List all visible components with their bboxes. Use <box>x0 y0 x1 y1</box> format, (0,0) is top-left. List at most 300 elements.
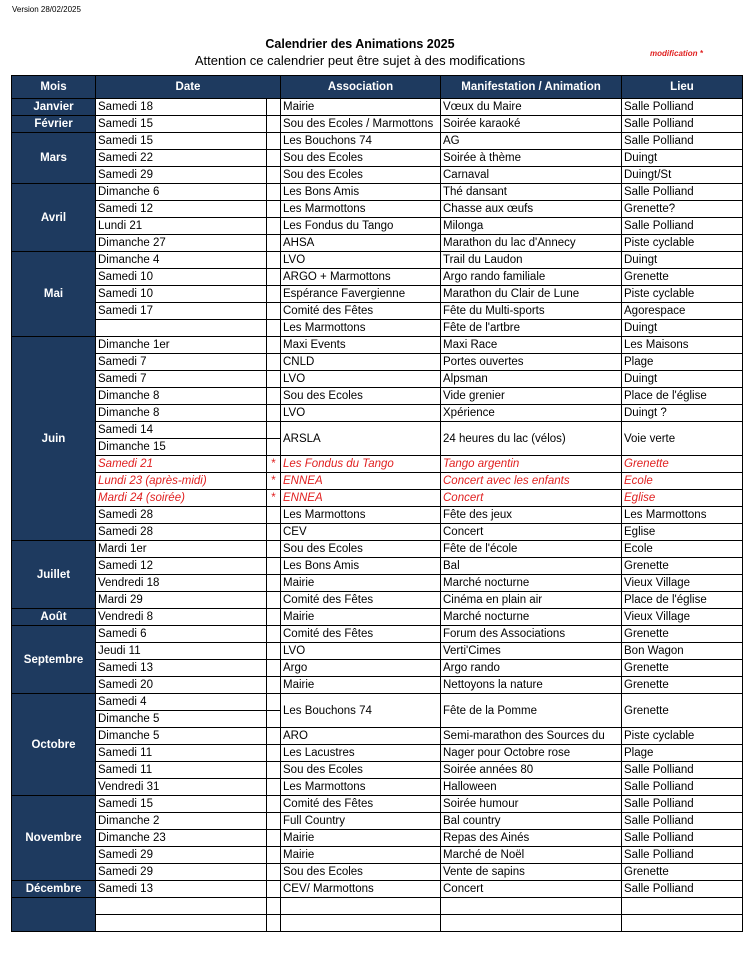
page-title: Calendrier des Animations 2025 <box>265 37 455 51</box>
lieu-cell: Salle Polliand <box>622 796 743 813</box>
modification-mark <box>267 711 281 728</box>
table-row <box>12 320 743 337</box>
manifestation-cell: Marché de Noël <box>441 847 622 864</box>
date-cell: Vendredi 8 <box>96 609 267 626</box>
header-association: Association <box>281 76 441 99</box>
association-cell: Les Bons Amis <box>281 558 441 575</box>
table-row <box>12 303 743 320</box>
modification-mark <box>267 167 281 184</box>
manifestation-cell: Vide grenier <box>441 388 622 405</box>
lieu-cell: Salle Polliand <box>622 99 743 116</box>
association-cell: Mairie <box>281 677 441 694</box>
modification-mark: * <box>267 473 281 490</box>
table-row <box>12 116 743 133</box>
association-cell: ENNEA <box>281 473 441 490</box>
manifestation-cell: Fête de l'artbre <box>441 320 622 337</box>
date-cell: Samedi 29 <box>96 167 267 184</box>
modification-mark <box>267 677 281 694</box>
manifestation-cell: 24 heures du lac (vélos) <box>441 422 622 456</box>
date-cell: Samedi 7 <box>96 371 267 388</box>
manifestation-cell: Soirée humour <box>441 796 622 813</box>
table-row <box>12 694 743 711</box>
association-cell: Mairie <box>281 575 441 592</box>
lieu-cell: Duingt <box>622 320 743 337</box>
modification-mark <box>267 898 281 915</box>
lieu-cell: Grenette <box>622 677 743 694</box>
table-row <box>12 490 743 507</box>
modification-mark: * <box>267 490 281 507</box>
manifestation-cell: AG <box>441 133 622 150</box>
association-cell: Les Marmottons <box>281 779 441 796</box>
association-cell: Comité des Fêtes <box>281 796 441 813</box>
association-cell: Argo <box>281 660 441 677</box>
lieu-cell: Grenette <box>622 626 743 643</box>
manifestation-cell: Soirée à thème <box>441 150 622 167</box>
month-cell: Septembre <box>12 626 96 694</box>
lieu-cell: Eglise <box>622 524 743 541</box>
modification-mark <box>267 813 281 830</box>
date-cell: Samedi 29 <box>96 847 267 864</box>
manifestation-cell: Argo rando <box>441 660 622 677</box>
manifestation-cell: Nager pour Octobre rose <box>441 745 622 762</box>
modification-mark <box>267 116 281 133</box>
lieu-cell <box>622 898 743 915</box>
table-row <box>12 881 743 898</box>
association-cell: Mairie <box>281 99 441 116</box>
date-cell: Samedi 12 <box>96 201 267 218</box>
page-subtitle: Attention ce calendrier peut être sujet à des modifications <box>194 53 526 68</box>
association-cell: LVO <box>281 643 441 660</box>
manifestation-cell: Argo rando familiale <box>441 269 622 286</box>
modification-mark <box>267 99 281 116</box>
lieu-cell: Salle Polliand <box>622 184 743 201</box>
table-row <box>12 371 743 388</box>
header-date: Date <box>96 76 281 99</box>
table-row <box>12 660 743 677</box>
modification-mark <box>267 626 281 643</box>
month-cell: Novembre <box>12 796 96 881</box>
lieu-cell: Vieux Village <box>622 575 743 592</box>
lieu-cell: Grenette <box>622 660 743 677</box>
modification-mark <box>267 592 281 609</box>
lieu-cell: Salle Polliand <box>622 133 743 150</box>
date-cell: Samedi 28 <box>96 507 267 524</box>
table-row <box>12 626 743 643</box>
lieu-cell <box>622 915 743 932</box>
lieu-cell: Salle Polliand <box>622 830 743 847</box>
table-row <box>12 575 743 592</box>
lieu-cell: Salle Polliand <box>622 116 743 133</box>
modification-mark <box>267 269 281 286</box>
table-row <box>12 456 743 473</box>
association-cell: AHSA <box>281 235 441 252</box>
modification-mark <box>267 558 281 575</box>
table-row <box>12 592 743 609</box>
association-cell: Maxi Events <box>281 337 441 354</box>
table-row <box>12 269 743 286</box>
date-cell: Samedi 22 <box>96 150 267 167</box>
modification-mark <box>267 524 281 541</box>
association-cell: Sou des Ecoles <box>281 762 441 779</box>
date-cell: Dimanche 8 <box>96 405 267 422</box>
lieu-cell: Duingt <box>622 252 743 269</box>
header-mois: Mois <box>12 76 96 99</box>
lieu-cell: Salle Polliand <box>622 762 743 779</box>
date-cell: Samedi 6 <box>96 626 267 643</box>
table-row <box>12 677 743 694</box>
date-cell: Samedi 17 <box>96 303 267 320</box>
date-cell: Mardi 29 <box>96 592 267 609</box>
modification-mark <box>267 762 281 779</box>
table-row <box>12 286 743 303</box>
lieu-cell: Grenette <box>622 269 743 286</box>
manifestation-cell: Trail du Laudon <box>441 252 622 269</box>
date-cell: Dimanche 4 <box>96 252 267 269</box>
lieu-cell: Grenette? <box>622 201 743 218</box>
manifestation-cell: Marché nocturne <box>441 575 622 592</box>
lieu-cell: Piste cyclable <box>622 728 743 745</box>
manifestation-cell: Marathon du lac d'Annecy <box>441 235 622 252</box>
lieu-cell: Grenette <box>622 558 743 575</box>
date-cell: Samedi 21 <box>96 456 267 473</box>
lieu-cell: Plage <box>622 745 743 762</box>
table-row <box>12 779 743 796</box>
table-row <box>12 541 743 558</box>
modification-mark <box>267 150 281 167</box>
association-cell: CEV/ Marmottons <box>281 881 441 898</box>
lieu-cell: Salle Polliand <box>622 779 743 796</box>
association-cell: Sou des Ecoles <box>281 150 441 167</box>
modification-mark <box>267 405 281 422</box>
date-cell: Dimanche 15 <box>96 439 267 456</box>
association-cell: Mairie <box>281 830 441 847</box>
manifestation-cell: Marathon du Clair de Lune <box>441 286 622 303</box>
association-cell: Mairie <box>281 847 441 864</box>
modification-mark <box>267 830 281 847</box>
table-row <box>12 218 743 235</box>
association-cell: Full Country <box>281 813 441 830</box>
date-cell: Vendredi 31 <box>96 779 267 796</box>
month-cell: Février <box>12 116 96 133</box>
table-row <box>12 252 743 269</box>
manifestation-cell: Xpérience <box>441 405 622 422</box>
month-cell: Avril <box>12 184 96 252</box>
modification-mark <box>267 354 281 371</box>
date-cell: Samedi 4 <box>96 694 267 711</box>
modification-mark <box>267 439 281 456</box>
modification-mark <box>267 915 281 932</box>
lieu-cell: Grenette <box>622 864 743 881</box>
table-row <box>12 184 743 201</box>
association-cell: Sou des Ecoles / Marmottons <box>281 116 441 133</box>
manifestation-cell: Soirée karaoké <box>441 116 622 133</box>
date-cell: Dimanche 5 <box>96 728 267 745</box>
table-row <box>12 762 743 779</box>
month-cell: Octobre <box>12 694 96 796</box>
table-row <box>12 99 743 116</box>
lieu-cell: Ecole <box>622 473 743 490</box>
manifestation-cell: Cinéma en plain air <box>441 592 622 609</box>
manifestation-cell: Forum des Associations <box>441 626 622 643</box>
lieu-cell: Duingt <box>622 150 743 167</box>
modification-mark <box>267 252 281 269</box>
manifestation-cell: Concert <box>441 490 622 507</box>
lieu-cell: Eglise <box>622 490 743 507</box>
table-row <box>12 847 743 864</box>
modification-mark <box>267 643 281 660</box>
association-cell: ARGO + Marmottons <box>281 269 441 286</box>
manifestation-cell <box>441 898 622 915</box>
association-cell: ENNEA <box>281 490 441 507</box>
date-cell: Samedi 28 <box>96 524 267 541</box>
table-row <box>12 354 743 371</box>
date-cell: Samedi 10 <box>96 269 267 286</box>
date-cell: Samedi 15 <box>96 116 267 133</box>
date-cell: Lundi 21 <box>96 218 267 235</box>
date-cell: Dimanche 2 <box>96 813 267 830</box>
manifestation-cell: Portes ouvertes <box>441 354 622 371</box>
association-cell: Sou des Ecoles <box>281 864 441 881</box>
association-cell: Comité des Fêtes <box>281 592 441 609</box>
table-row <box>12 609 743 626</box>
header-manifestation: Manifestation / Animation <box>441 76 622 99</box>
month-cell: Août <box>12 609 96 626</box>
association-cell: Espérance Favergienne <box>281 286 441 303</box>
date-cell: Samedi 13 <box>96 881 267 898</box>
table-row <box>12 507 743 524</box>
association-cell: Comité des Fêtes <box>281 626 441 643</box>
table-row <box>12 473 743 490</box>
table-row <box>12 915 743 932</box>
modification-mark <box>267 745 281 762</box>
association-cell: Les Lacustres <box>281 745 441 762</box>
date-cell: Samedi 11 <box>96 762 267 779</box>
manifestation-cell: Maxi Race <box>441 337 622 354</box>
manifestation-cell: Halloween <box>441 779 622 796</box>
date-cell: Dimanche 6 <box>96 184 267 201</box>
date-cell: Samedi 7 <box>96 354 267 371</box>
modification-mark <box>267 864 281 881</box>
date-cell <box>96 898 267 915</box>
header-lieu: Lieu <box>622 76 743 99</box>
association-cell: Comité des Fêtes <box>281 303 441 320</box>
association-cell: CEV <box>281 524 441 541</box>
modification-mark <box>267 303 281 320</box>
date-cell: Dimanche 23 <box>96 830 267 847</box>
table-row <box>12 864 743 881</box>
table-row <box>12 235 743 252</box>
date-cell: Samedi 14 <box>96 422 267 439</box>
lieu-cell: Voie verte <box>622 422 743 456</box>
table-row <box>12 167 743 184</box>
association-cell: Les Marmottons <box>281 201 441 218</box>
manifestation-cell: Carnaval <box>441 167 622 184</box>
month-cell: Décembre <box>12 881 96 898</box>
modification-mark <box>267 575 281 592</box>
modification-mark <box>267 609 281 626</box>
lieu-cell: Ecole <box>622 541 743 558</box>
modification-note: modification * <box>650 49 703 58</box>
association-cell: Les Bons Amis <box>281 184 441 201</box>
lieu-cell: Salle Polliand <box>622 881 743 898</box>
date-cell <box>96 320 267 337</box>
association-cell: Les Fondus du Tango <box>281 218 441 235</box>
date-cell: Samedi 13 <box>96 660 267 677</box>
manifestation-cell: Tango argentin <box>441 456 622 473</box>
association-cell: CNLD <box>281 354 441 371</box>
manifestation-cell: Concert avec les enfants <box>441 473 622 490</box>
manifestation-cell: Semi-marathon des Sources du <box>441 728 622 745</box>
month-cell: Mars <box>12 133 96 184</box>
association-cell: Les Marmottons <box>281 320 441 337</box>
association-cell: Mairie <box>281 609 441 626</box>
manifestation-cell: Vente de sapins <box>441 864 622 881</box>
modification-mark <box>267 286 281 303</box>
table-row <box>12 524 743 541</box>
manifestation-cell: Fête de l'école <box>441 541 622 558</box>
lieu-cell: Place de l'église <box>622 388 743 405</box>
lieu-cell: Duingt/St <box>622 167 743 184</box>
modification-mark <box>267 388 281 405</box>
date-cell: Jeudi 11 <box>96 643 267 660</box>
date-cell: Mardi 1er <box>96 541 267 558</box>
lieu-cell: Grenette <box>622 456 743 473</box>
association-cell: Sou des Ecoles <box>281 167 441 184</box>
association-cell: Les Bouchons 74 <box>281 133 441 150</box>
table-row <box>12 830 743 847</box>
lieu-cell: Piste cyclable <box>622 235 743 252</box>
date-cell: Samedi 18 <box>96 99 267 116</box>
date-cell: Dimanche 1er <box>96 337 267 354</box>
lieu-cell: Duingt ? <box>622 405 743 422</box>
manifestation-cell: Soirée années 80 <box>441 762 622 779</box>
manifestation-cell: Milonga <box>441 218 622 235</box>
association-cell <box>281 915 441 932</box>
association-cell: Les Fondus du Tango <box>281 456 441 473</box>
manifestation-cell: Repas des Ainés <box>441 830 622 847</box>
table-row <box>12 745 743 762</box>
modification-mark <box>267 422 281 439</box>
association-cell: Sou des Ecoles <box>281 388 441 405</box>
lieu-cell: Salle Polliand <box>622 847 743 864</box>
table-body <box>12 99 743 932</box>
lieu-cell: Plage <box>622 354 743 371</box>
lieu-cell: Vieux Village <box>622 609 743 626</box>
date-cell: Dimanche 8 <box>96 388 267 405</box>
events-table <box>11 75 743 932</box>
modification-mark <box>267 660 281 677</box>
modification-mark <box>267 847 281 864</box>
manifestation-cell: Alpsman <box>441 371 622 388</box>
modification-mark <box>267 218 281 235</box>
table-row <box>12 796 743 813</box>
manifestation-cell: Fête des jeux <box>441 507 622 524</box>
association-cell: ARSLA <box>281 422 441 456</box>
date-cell: Dimanche 5 <box>96 711 267 728</box>
modification-mark <box>267 796 281 813</box>
date-cell <box>96 915 267 932</box>
table-row <box>12 813 743 830</box>
modification-mark <box>267 694 281 711</box>
lieu-cell: Bon Wagon <box>622 643 743 660</box>
table-row <box>12 405 743 422</box>
lieu-cell: Les Marmottons <box>622 507 743 524</box>
modification-mark <box>267 371 281 388</box>
manifestation-cell: Vœux du Maire <box>441 99 622 116</box>
lieu-cell: Salle Polliand <box>622 813 743 830</box>
table-row <box>12 558 743 575</box>
month-cell: Juillet <box>12 541 96 609</box>
manifestation-cell: Verti'Cimes <box>441 643 622 660</box>
manifestation-cell: Fête de la Pomme <box>441 694 622 728</box>
association-cell: Les Marmottons <box>281 507 441 524</box>
month-cell: Janvier <box>12 99 96 116</box>
date-cell: Samedi 10 <box>96 286 267 303</box>
modification-mark <box>267 337 281 354</box>
table-row <box>12 201 743 218</box>
table-header-row <box>12 76 743 99</box>
table-row <box>12 388 743 405</box>
association-cell: LVO <box>281 252 441 269</box>
manifestation-cell: Bal country <box>441 813 622 830</box>
association-cell: Sou des Ecoles <box>281 541 441 558</box>
month-cell: Mai <box>12 252 96 337</box>
modification-mark <box>267 201 281 218</box>
lieu-cell: Grenette <box>622 694 743 728</box>
date-cell: Samedi 12 <box>96 558 267 575</box>
manifestation-cell: Fête du Multi-sports <box>441 303 622 320</box>
manifestation-cell: Bal <box>441 558 622 575</box>
modification-mark <box>267 541 281 558</box>
month-cell: Juin <box>12 337 96 541</box>
association-cell <box>281 898 441 915</box>
modification-mark <box>267 133 281 150</box>
association-cell: Les Bouchons 74 <box>281 694 441 728</box>
month-cell <box>12 898 96 932</box>
modification-mark <box>267 779 281 796</box>
manifestation-cell: Chasse aux œufs <box>441 201 622 218</box>
date-cell: Dimanche 27 <box>96 235 267 252</box>
table-row <box>12 133 743 150</box>
lieu-cell: Piste cyclable <box>622 286 743 303</box>
manifestation-cell <box>441 915 622 932</box>
modification-mark <box>267 320 281 337</box>
table-row <box>12 898 743 915</box>
modification-mark <box>267 184 281 201</box>
date-cell: Samedi 29 <box>96 864 267 881</box>
modification-mark: * <box>267 456 281 473</box>
version-label: Version 28/02/2025 <box>12 5 81 14</box>
lieu-cell: Duingt <box>622 371 743 388</box>
manifestation-cell: Concert <box>441 881 622 898</box>
lieu-cell: Place de l'église <box>622 592 743 609</box>
modification-mark <box>267 507 281 524</box>
table-row <box>12 422 743 439</box>
manifestation-cell: Thé dansant <box>441 184 622 201</box>
date-cell: Samedi 15 <box>96 796 267 813</box>
table-row <box>12 643 743 660</box>
manifestation-cell: Marché nocturne <box>441 609 622 626</box>
association-cell: ARO <box>281 728 441 745</box>
table-row <box>12 337 743 354</box>
date-cell: Mardi 24 (soirée) <box>96 490 267 507</box>
modification-mark <box>267 235 281 252</box>
date-cell: Lundi 23 (après-midi) <box>96 473 267 490</box>
date-cell: Vendredi 18 <box>96 575 267 592</box>
date-cell: Samedi 20 <box>96 677 267 694</box>
manifestation-cell: Nettoyons la nature <box>441 677 622 694</box>
date-cell: Samedi 11 <box>96 745 267 762</box>
